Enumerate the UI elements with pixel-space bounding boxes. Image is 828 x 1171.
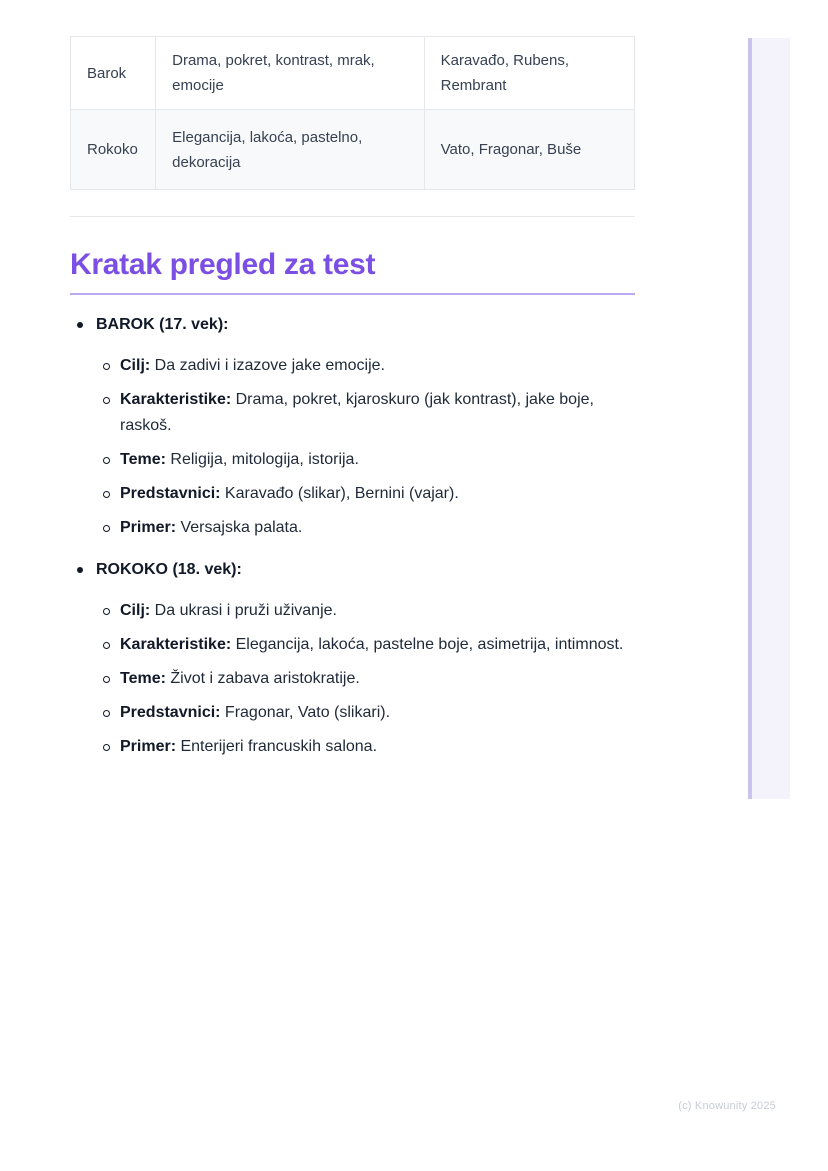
item-label: Primer: [120, 519, 177, 536]
list-item [70, 447, 635, 473]
item-label: Primer: [120, 738, 177, 755]
table-cell-style: Rokoko [71, 110, 156, 190]
item-label: Cilj: [120, 357, 151, 374]
item-text: Religija, mitologija, istorija. [165, 451, 359, 468]
app-background-sliver [752, 38, 790, 799]
sub-list [70, 353, 635, 541]
circle-bullet-icon [103, 744, 110, 751]
circle-bullet-icon [103, 491, 110, 498]
list-item-title [70, 312, 635, 338]
circle-bullet-icon [103, 457, 110, 464]
list-item-title-text: ROKOKO (18. vek): [96, 561, 242, 578]
item-text: Da ukrasi i pruži uživanje. [150, 602, 337, 619]
list-item [70, 734, 635, 760]
item-label: Karakteristike: [120, 391, 232, 408]
table-cell-style: Barok [71, 37, 156, 110]
item-text: Enterijeri francuskih salona. [176, 738, 378, 755]
table-cell-representatives: Vato, Fragonar, Buše [424, 110, 634, 190]
circle-bullet-icon [103, 710, 110, 717]
item-label: Teme: [120, 670, 166, 687]
item-label: Predstavnici: [120, 704, 221, 721]
item-text: Drama, pokret, kjaroskuro (jak kontrast), jake boje, raskoš. [120, 391, 594, 434]
item-label: Teme: [120, 451, 166, 468]
circle-bullet-icon [103, 642, 110, 649]
list-item-barok [70, 312, 635, 541]
circle-bullet-icon [103, 363, 110, 370]
list-item [70, 353, 635, 379]
styles-comparison-table [70, 36, 635, 190]
list-item [70, 700, 635, 726]
outline-list [70, 312, 635, 760]
item-text: Versajska palata. [176, 519, 303, 536]
circle-bullet-icon [103, 676, 110, 683]
item-text: Elegancija, lakoća, pastelne boje, asimetrija, intimnost. [231, 636, 624, 653]
circle-bullet-icon [103, 397, 110, 404]
item-label: Predstavnici: [120, 485, 221, 502]
table-row [71, 37, 635, 110]
list-item [70, 598, 635, 624]
list-item [70, 515, 635, 541]
disc-bullet-icon [77, 322, 83, 328]
sub-list [70, 598, 635, 760]
circle-bullet-icon [103, 525, 110, 532]
item-text: Život i zabava aristokratije. [165, 670, 360, 687]
list-item [70, 632, 635, 658]
item-text: Karavađo (slikar), Bernini (vajar). [220, 485, 459, 502]
list-item [70, 387, 635, 439]
section-divider [70, 216, 635, 217]
document-content [70, 0, 635, 776]
list-item [70, 666, 635, 692]
list-item-title [70, 557, 635, 583]
page-title: Kratak pregled za test [70, 248, 635, 295]
list-item-title-text: BAROK (17. vek): [96, 316, 229, 333]
list-item-rokoko [70, 557, 635, 760]
item-text: Fragonar, Vato (slikari). [220, 704, 391, 721]
item-label: Karakteristike: [120, 636, 232, 653]
circle-bullet-icon [103, 608, 110, 615]
list-item [70, 481, 635, 507]
item-text: Da zadivi i izazove jake emocije. [150, 357, 385, 374]
footer-credit: (c) Knowunity 2025 [678, 1100, 776, 1112]
table-cell-characteristics: Drama, pokret, kontrast, mrak, emocije [156, 37, 424, 110]
table-cell-representatives: Karavađo, Rubens, Rembrant [424, 37, 634, 110]
disc-bullet-icon [77, 567, 83, 573]
table-cell-characteristics: Elegancija, lakoća, pastelno, dekoracija [156, 110, 424, 190]
table-row [71, 110, 635, 190]
item-label: Cilj: [120, 602, 151, 619]
